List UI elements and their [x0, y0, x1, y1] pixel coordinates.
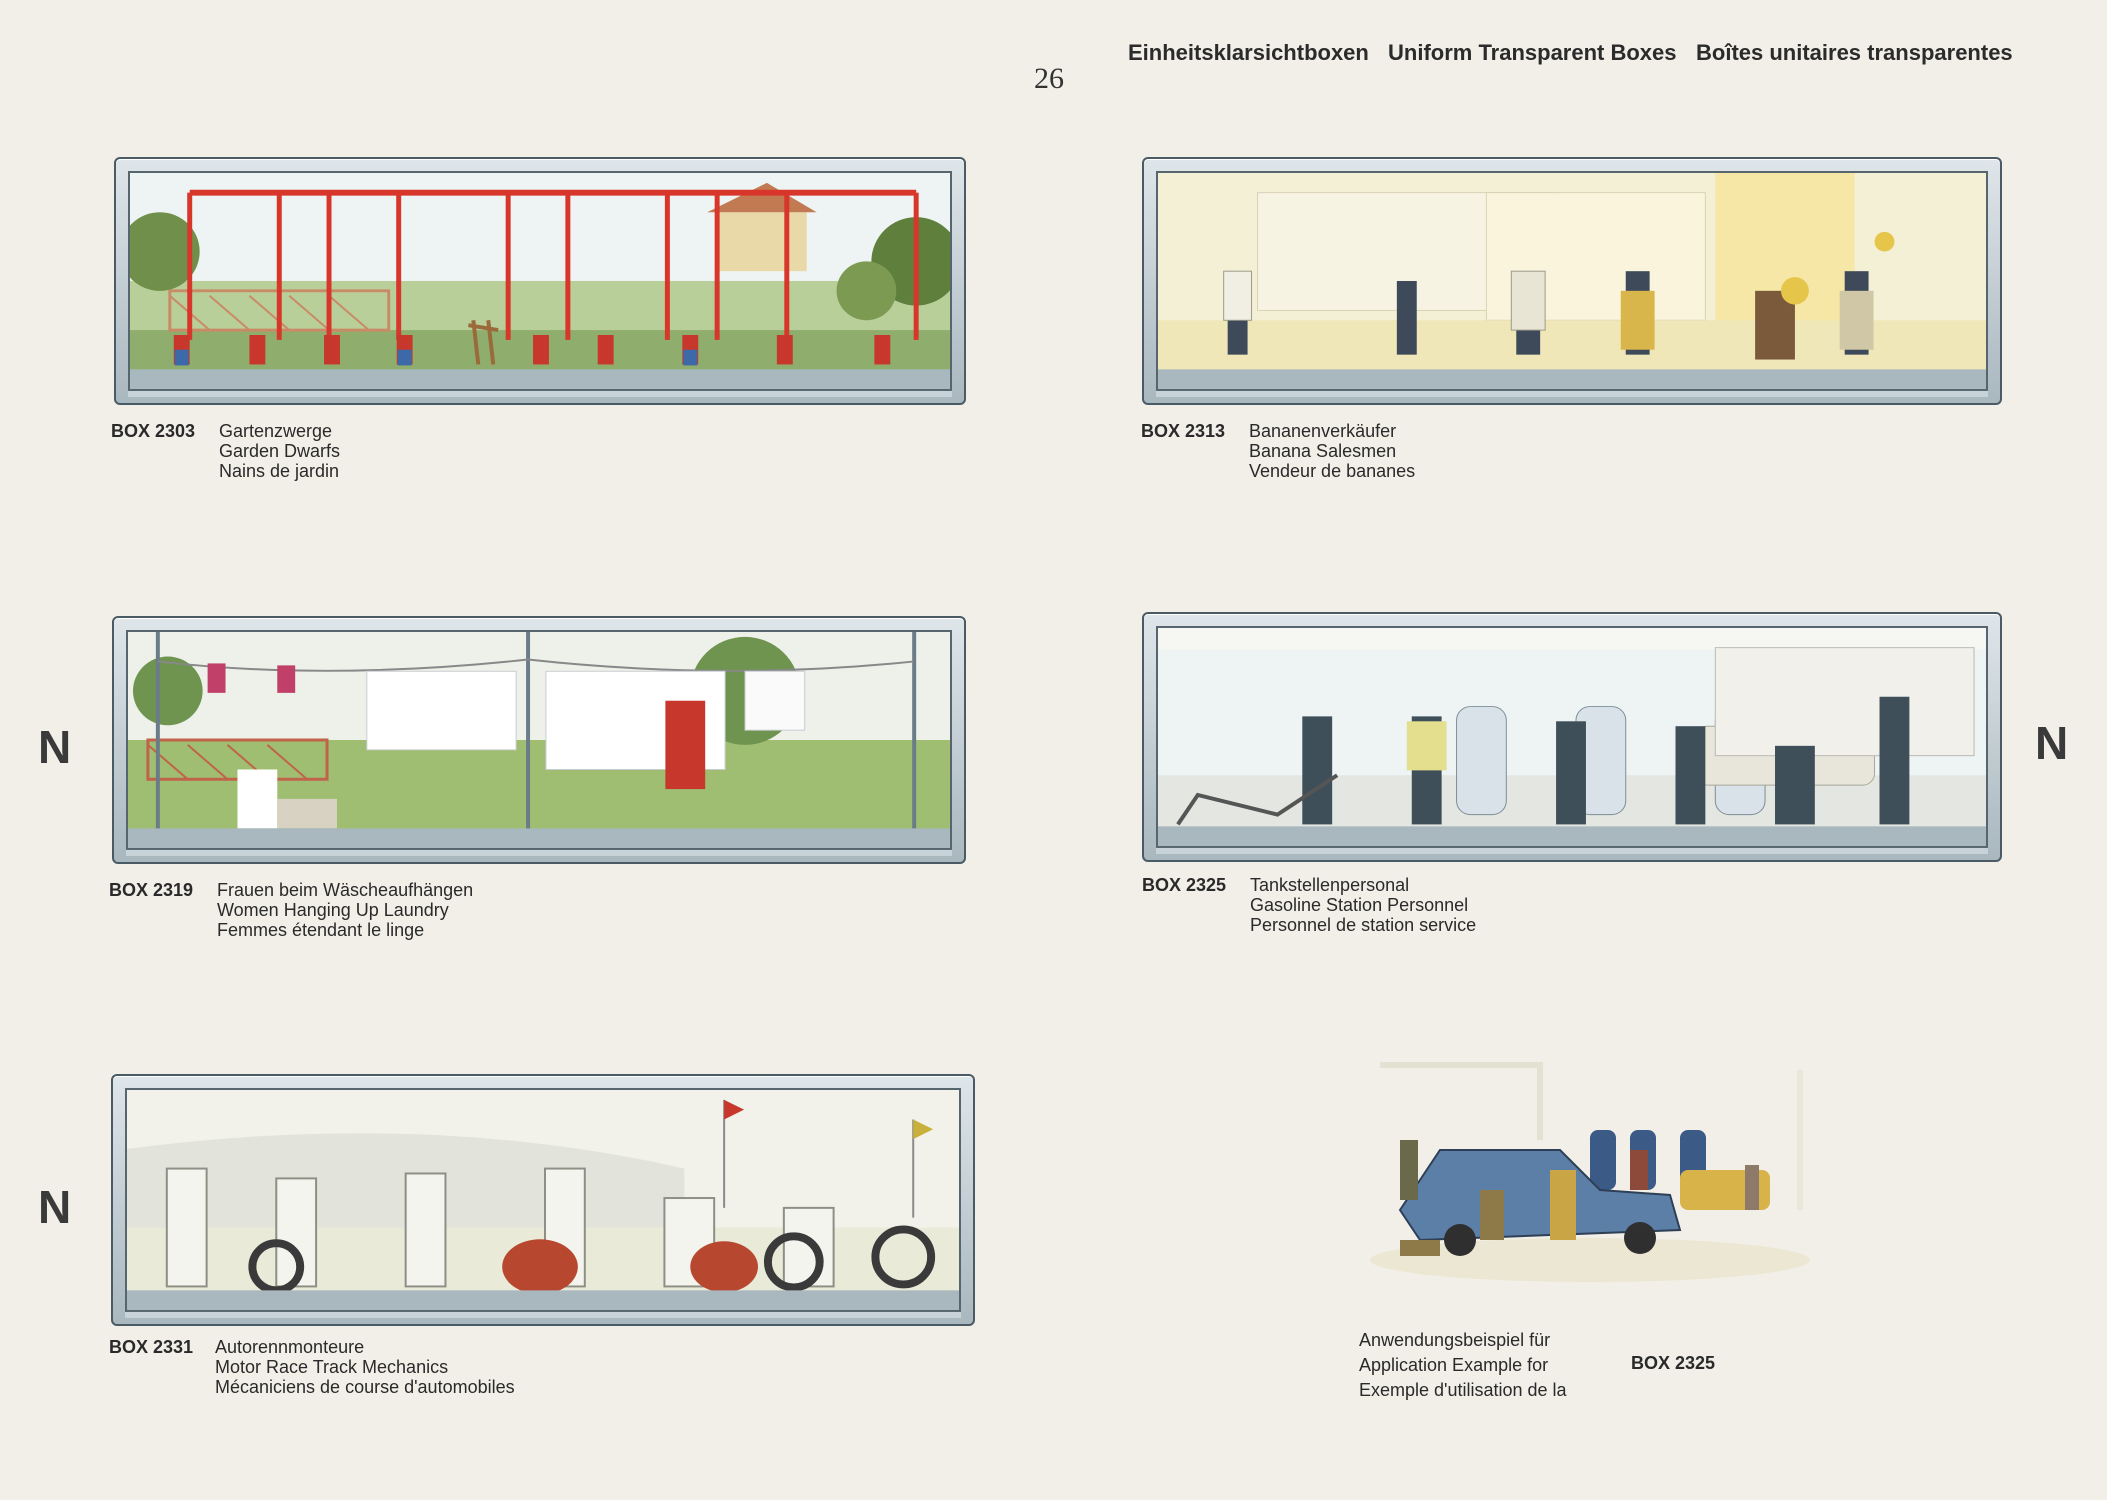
application-example-illustration: [1340, 1060, 1810, 1290]
box-base: [126, 849, 952, 856]
title-fr: Nains de jardin: [219, 461, 340, 481]
gas-station-image: [1158, 628, 1986, 846]
box-number: BOX 2303: [111, 421, 196, 441]
header-title-en: Uniform Transparent Boxes: [1388, 40, 1677, 65]
title-en: Motor Race Track Mechanics: [215, 1357, 449, 1377]
box-base: [1156, 390, 1988, 397]
box-2319-illustration: [112, 616, 966, 864]
title-en: Garden Dwarfs: [219, 441, 341, 461]
scale-marker-left-bottom: N: [38, 1181, 72, 1233]
application-line-de: Anwendungsbeispiel für: [1359, 1330, 1551, 1350]
box-number: BOX 2331: [109, 1337, 194, 1357]
title-fr: Femmes étendant le linge: [217, 920, 425, 940]
laundry-image: [128, 632, 950, 848]
gas-station-scene: [1156, 626, 1988, 848]
title-de: Gartenzwerge: [219, 421, 333, 441]
title-de: Tankstellenpersonal: [1250, 875, 1410, 895]
title-de: Bananenverkäufer: [1249, 421, 1397, 441]
application-example-image: [1340, 1060, 1810, 1290]
box-2313-illustration: [1142, 157, 2002, 405]
box-2303-illustration: [114, 157, 966, 405]
application-line-fr: Exemple d'utilisation de la: [1359, 1380, 1567, 1400]
application-box-ref: BOX 2325: [1631, 1353, 1716, 1373]
title-en: Women Hanging Up Laundry: [217, 900, 449, 920]
title-fr: Personnel de station service: [1250, 915, 1477, 935]
page-number: 26: [1034, 62, 1064, 95]
garden-dwarfs-image: [130, 173, 950, 389]
title-fr: Vendeur de bananes: [1249, 461, 1416, 481]
header-title-fr: Boîtes unitaires transparentes: [1696, 40, 2013, 65]
box-2325-illustration: [1142, 612, 2002, 862]
application-caption: [1359, 1328, 1567, 1403]
title-en: Banana Salesmen: [1249, 441, 1397, 461]
box-base: [125, 1311, 961, 1318]
title-de: Autorennmonteure: [215, 1337, 365, 1357]
scale-marker-left-middle: N: [38, 721, 72, 773]
race-mechanics-image: [127, 1090, 959, 1310]
title-en: Gasoline Station Personnel: [1250, 895, 1469, 915]
scale-marker-right-middle: N: [2035, 717, 2069, 769]
header-title-de: Einheitsklarsichtboxen: [1128, 40, 1369, 65]
application-line-en: Application Example for: [1359, 1355, 1549, 1375]
box-2331-illustration: [111, 1074, 975, 1326]
box-base: [1156, 847, 1988, 854]
box-base: [128, 390, 952, 397]
box-number: BOX 2325: [1142, 875, 1227, 895]
title-de: Frauen beim Wäscheaufhängen: [217, 880, 474, 900]
box-number: BOX 2319: [109, 880, 194, 900]
laundry-scene: [126, 630, 952, 850]
race-mechanics-scene: [125, 1088, 961, 1312]
title-fr: Mécaniciens de course d'automobiles: [215, 1377, 515, 1397]
banana-salesmen-image: [1158, 173, 1986, 389]
box-number: BOX 2313: [1141, 421, 1226, 441]
banana-salesmen-scene: [1156, 171, 1988, 391]
garden-dwarfs-scene: [128, 171, 952, 391]
